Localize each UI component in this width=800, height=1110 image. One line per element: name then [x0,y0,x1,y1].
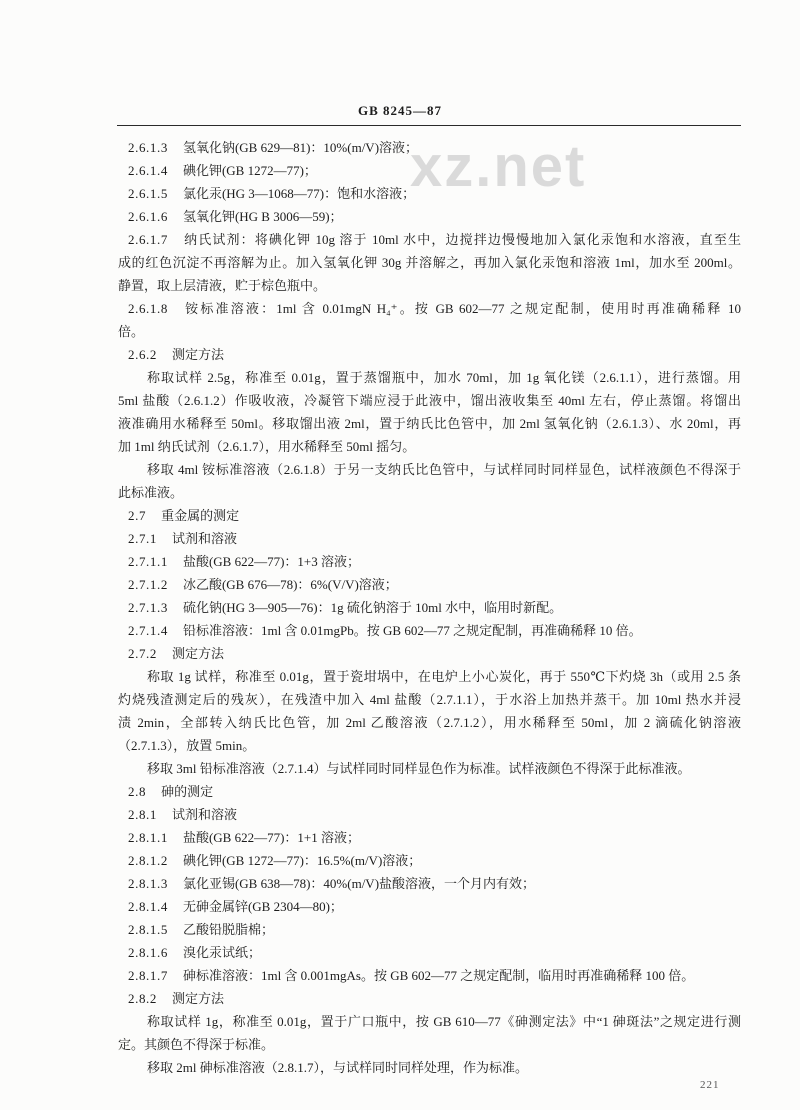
section-heading [128,987,741,1010]
clause-line [128,619,741,642]
paragraph-line [118,389,741,412]
clause-line [128,159,741,182]
line-text: 渍 2min，全部转入纳氏比色管，加 2ml 乙酸溶液（2.7.1.2），用水稀释至 50ml，加 2 滴硫化钠溶液 [118,715,741,730]
paragraph-line [147,757,741,780]
line-text: 加 1ml 纳氏试剂（2.6.1.7），用水稀释至 50ml 摇匀。 [118,439,416,454]
paragraph-line [118,688,741,711]
paragraph-line [118,320,741,343]
line-text: 液准确用水稀释至 50ml。移取馏出液 2ml，置于纳氏比色管中，加 2ml 氢氧化钠（2.6.1.3）、水 20ml，再 [118,416,741,431]
clause-number: 2.6.1.7 [128,232,168,247]
line-text: 移取 4ml 铵标准溶液（2.6.1.8）于另一支纳氏比色管中，与试样同时同样显色，试样液颜色不得深于 [147,462,741,477]
line-text: 5ml 盐酸（2.6.1.2）作吸收液，冷凝管下端应浸于此液中，馏出液收集至 40ml 左右，停止蒸馏。将馏出 [118,393,741,408]
paragraph-line [118,251,741,274]
paragraph-line [147,665,741,688]
section-title: 测定方法 [172,347,225,362]
line-text: 碘化钾(GB 1272—77)：16.5%(m/V)溶液； [182,853,422,868]
clause-number: 2.8.1.2 [128,853,168,868]
clause-number: 2.7.1.1 [128,554,168,569]
line-text: 硫化钠(HG 3—905—76)：1g 硫化钠溶于 10ml 水中，临用时新配。 [182,600,563,615]
paragraph-line [118,481,741,504]
line-text: 氢氧化钠(GB 629—81)：10%(m/V)溶液； [182,140,419,155]
clause-line [128,918,741,941]
clause-number: 2.8.1.7 [128,968,168,983]
paragraph-line [147,1010,741,1033]
clause-number: 2.6.1.3 [128,140,168,155]
clause-line [128,550,741,573]
clause-number: 2.8.1.6 [128,945,168,960]
clause-line [128,872,741,895]
paragraph-line [147,458,741,481]
line-text: 盐酸(GB 622—77)：1+3 溶液； [182,554,361,569]
line-text: 灼烧残渣测定后的残灰），在残渣中加入 4ml 盐酸（2.7.1.1），于水浴上加热并蒸干。加 10ml 热水并浸 [118,692,741,707]
clause-line [128,964,741,987]
paragraph-line [147,366,741,389]
page-number: 221 [700,1079,720,1091]
line-text: 碘化钾(GB 1272—77)； [182,163,317,178]
line-text: 氯化汞(HG 3—1068—77)：饱和水溶液； [182,186,416,201]
section-number: 2.8.2 [128,991,157,1006]
clause-number: 2.8.1.3 [128,876,168,891]
section-title: 试剂和溶液 [172,531,238,546]
clause-number: 2.6.1.4 [128,163,168,178]
section-title: 试剂和溶液 [172,807,238,822]
line-text: 纳氏试剂：将碘化钾 10g 溶于 10ml 水中，边搅拌边慢慢地加入氯化汞饱和水溶液，直至生 [182,232,741,247]
paragraph-line [118,412,741,435]
line-text: 定。其颜色不得深于标准。 [118,1037,275,1052]
header-rule [117,125,741,126]
section-heading [128,780,741,803]
clause-line [128,182,741,205]
clause-line [128,895,741,918]
clause-number: 2.7.1.3 [128,600,168,615]
line-text: 氯化亚锡(GB 638—78)：40%(m/V)盐酸溶液，一个月内有效； [182,876,536,891]
line-text: 称取试样 1g，称准至 0.01g，置于广口瓶中，按 GB 610—77《砷测定法》中“1 砷斑法”之规定进行测 [147,1014,741,1029]
line-text: 称取 1g 试样，称准至 0.01g，置于瓷坩埚中，在电炉上小心炭化，再于 550℃下灼烧 3h（或用 2.5 条 [147,669,741,684]
line-text: 称取试样 2.5g，称准至 0.01g，置于蒸馏瓶中，加水 70ml，加 1g 氧化镁（2.6.1.1），进行蒸馏。用 [147,370,741,385]
section-title: 重金属的测定 [161,508,240,523]
clause-line [128,596,741,619]
line-text: 无砷金属锌(GB 2304—80)； [182,899,343,914]
paragraph-line [118,274,741,297]
section-number: 2.7.2 [128,646,157,661]
clause-line [128,849,741,872]
section-heading [128,343,741,366]
line-text: 铵标准溶液：1ml 含 0.01mgN H₄⁺。按 GB 602—77 之规定配制，使用时再准确稀释 10 [182,301,741,316]
section-number: 2.7.1 [128,531,157,546]
clause-number: 2.7.1.4 [128,623,168,638]
paragraph-line [118,1033,741,1056]
section-title: 砷的测定 [161,784,214,799]
line-text: 盐酸(GB 622—77)：1+1 溶液； [182,830,361,845]
section-number: 2.7 [128,508,147,523]
clause-line [128,136,741,159]
section-number: 2.6.2 [128,347,157,362]
section-heading [128,527,741,550]
section-number: 2.8.1 [128,807,157,822]
line-text: 冰乙酸(GB 676—78)：6%(V/V)溶液； [182,577,398,592]
section-title: 测定方法 [172,646,225,661]
line-text: 砷标准溶液：1ml 含 0.001mgAs。按 GB 602—77 之规定配制，临用时再准确稀释 100 倍。 [182,968,695,983]
clause-line [128,297,741,320]
line-text: 成的红色沉淀不再溶解为止。加入氢氧化钾 30g 并溶解之，再加入氯化汞饱和溶液 1ml，加水至 200ml。 [118,255,741,270]
clause-line [128,205,741,228]
clause-number: 2.6.1.8 [128,301,168,316]
section-heading [128,803,741,826]
clause-line [128,573,741,596]
paragraph-line [118,711,741,734]
section-heading [128,642,741,665]
paragraph-line [118,435,741,458]
clause-line [128,941,741,964]
clause-number: 2.8.1.1 [128,830,168,845]
line-text: 移取 3ml 铅标准溶液（2.7.1.4）与试样同时同样显色作为标准。试样液颜色不得深于此标准液。 [147,761,691,776]
clause-number: 2.8.1.5 [128,922,168,937]
clause-number: 2.7.1.2 [128,577,168,592]
line-text: 静置，取上层清液，贮于棕色瓶中。 [118,278,327,293]
clause-number: 2.6.1.5 [128,186,168,201]
watermark: xz.net [410,134,587,199]
line-text: 此标准液。 [118,485,184,500]
line-text: 铅标准溶液：1ml 含 0.01mgPb。按 GB 602—77 之规定配制，再准确稀释 10 倍。 [182,623,642,638]
line-text: 溴化汞试纸； [182,945,261,960]
clause-line [128,826,741,849]
section-title: 测定方法 [172,991,225,1006]
clause-line [128,228,741,251]
line-text: 移取 2ml 砷标准溶液（2.8.1.7），与试样同时同样处理，作为标准。 [147,1060,528,1075]
clause-number: 2.8.1.4 [128,899,168,914]
body-text [118,136,741,1079]
line-text: 倍。 [118,324,145,339]
document-code-header: GB 8245—87 [357,103,443,118]
line-text: 乙酸铅脱脂棉； [182,922,274,937]
section-heading [128,504,741,527]
section-number: 2.8 [128,784,147,799]
paragraph-line [147,1056,741,1079]
paragraph-line [118,734,741,757]
clause-number: 2.6.1.6 [128,209,168,224]
line-text: （2.7.1.3），放置 5min。 [118,738,256,753]
line-text: 氢氧化钾(HG B 3006—59)； [182,209,343,224]
